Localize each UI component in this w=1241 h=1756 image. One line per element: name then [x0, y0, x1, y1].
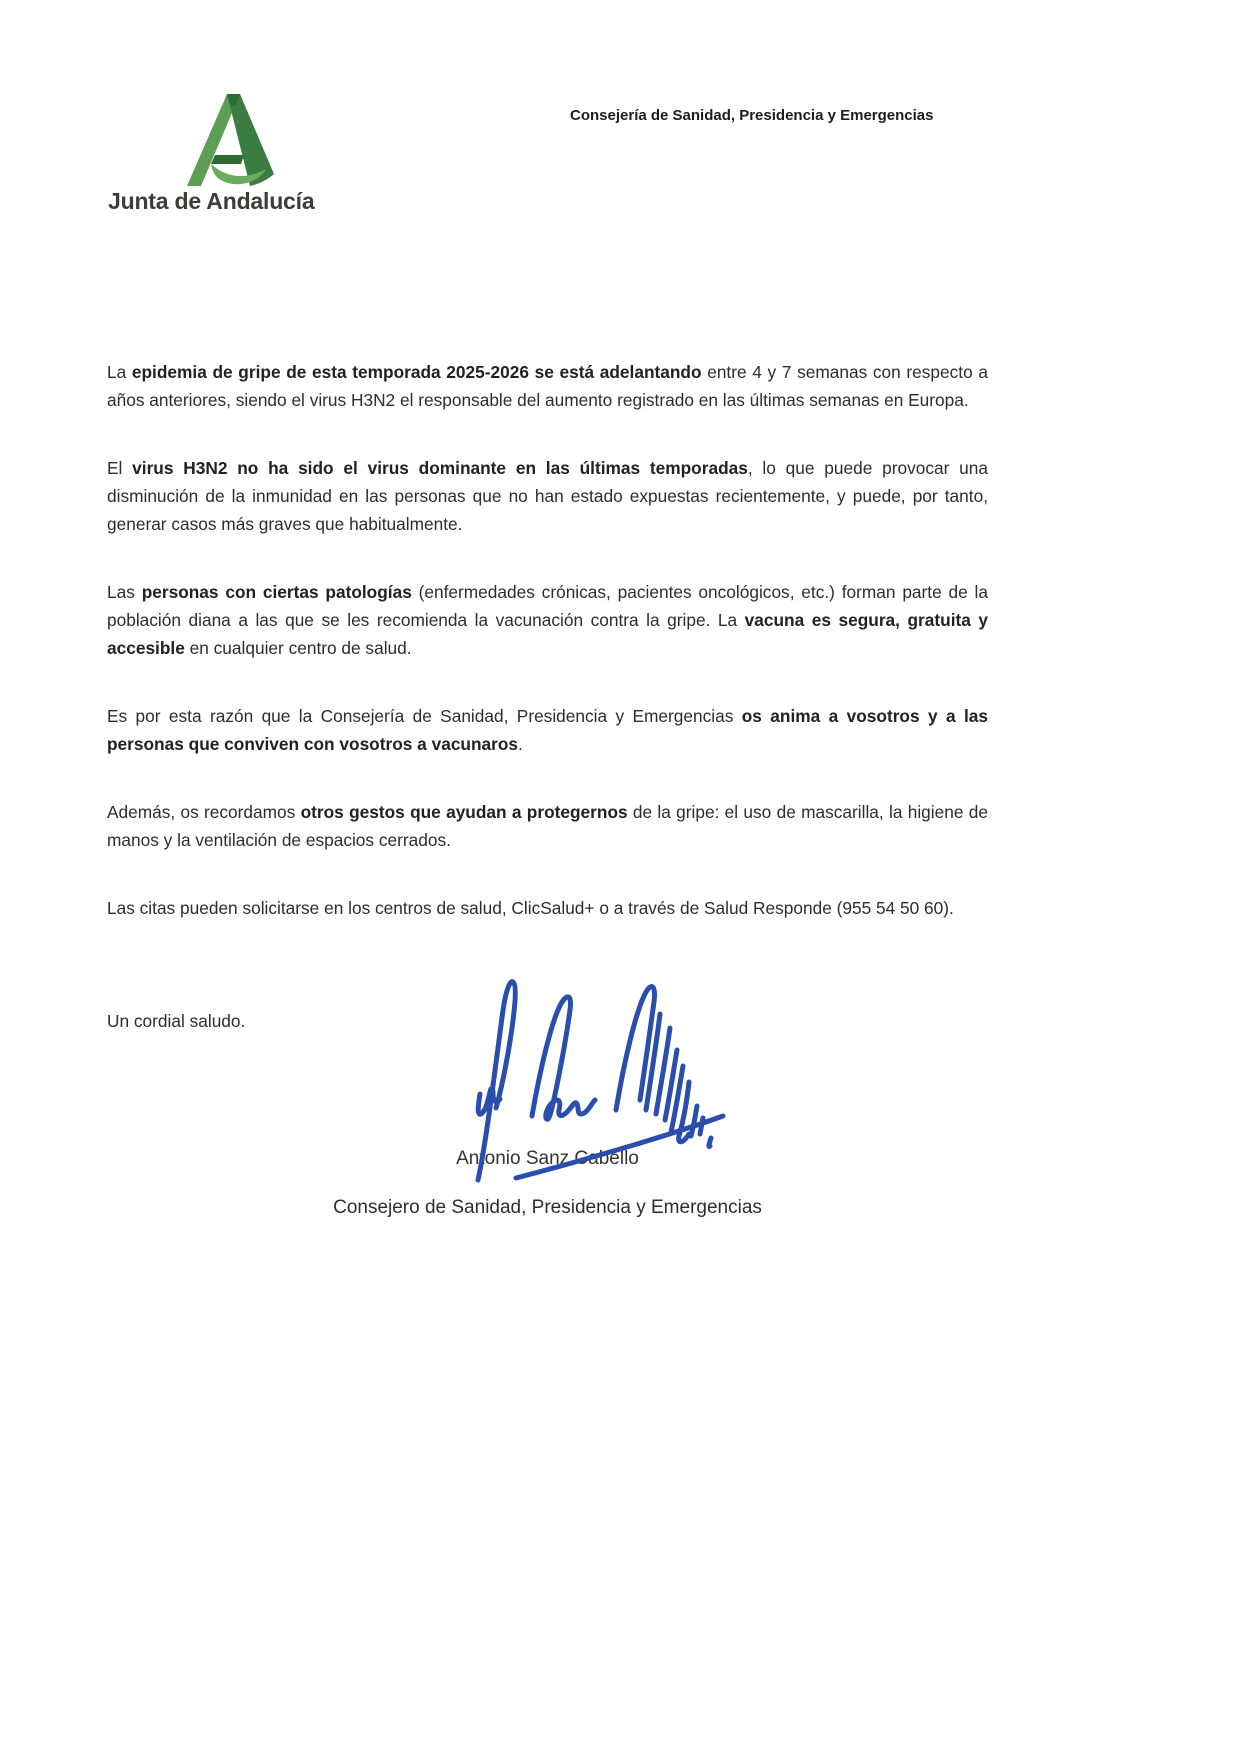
paragraph: Las personas con ciertas patologías (enfermedades crónicas, pacientes oncológicos, etc.) forman parte de la población diana a las que se les recomienda la vacunación contra la gripe. La vacuna es segura, gratuita y accesible en cualquier centro de salud. — [107, 582, 989, 658]
closing-salutation: Un cordial saludo. — [107, 1011, 246, 1032]
signatory-title: Consejero de Sanidad, Presidencia y Emergencias — [333, 1197, 762, 1218]
junta-de-andalucia-logo-icon — [186, 92, 276, 188]
paragraph: La epidemia de gripe de esta temporada 2025-2026 se está adelantando entre 4 y 7 semanas con respecto a años anteriores, siendo el virus H3N2 el responsable del aumento registrado en las últimas semanas en Europa. — [107, 362, 988, 410]
paragraph: Además, os recordamos otros gestos que ayudan a protegernos de la gripe: el uso de mascarilla, la higiene de manos y la ventilación de espacios cerrados. — [107, 802, 988, 850]
junta-logo-caption: Junta de Andalucía — [108, 188, 315, 214]
signatory-name: Antonio Sanz Cabello — [456, 1148, 639, 1169]
department-name: Consejería de Sanidad, Presidencia y Emergencias — [570, 107, 934, 124]
paragraph: Es por esta razón que la Consejería de Sanidad, Presidencia y Emergencias os anima a vosotros y a las personas que conviven con vosotros a vacunaros. — [107, 706, 988, 754]
letter-body — [107, 358, 988, 962]
paragraph: Las citas pueden solicitarse en los centros de salud, ClicSalud+ o a través de Salud Responde (955 54 50 60). — [107, 898, 954, 918]
paragraph: El virus H3N2 no ha sido el virus dominante en las últimas temporadas, lo que puede provocar una disminución de la inmunidad en las personas que no han estado expuestas recientemente, y puede, por tanto, generar casos más graves que habitualmente. — [107, 458, 988, 534]
